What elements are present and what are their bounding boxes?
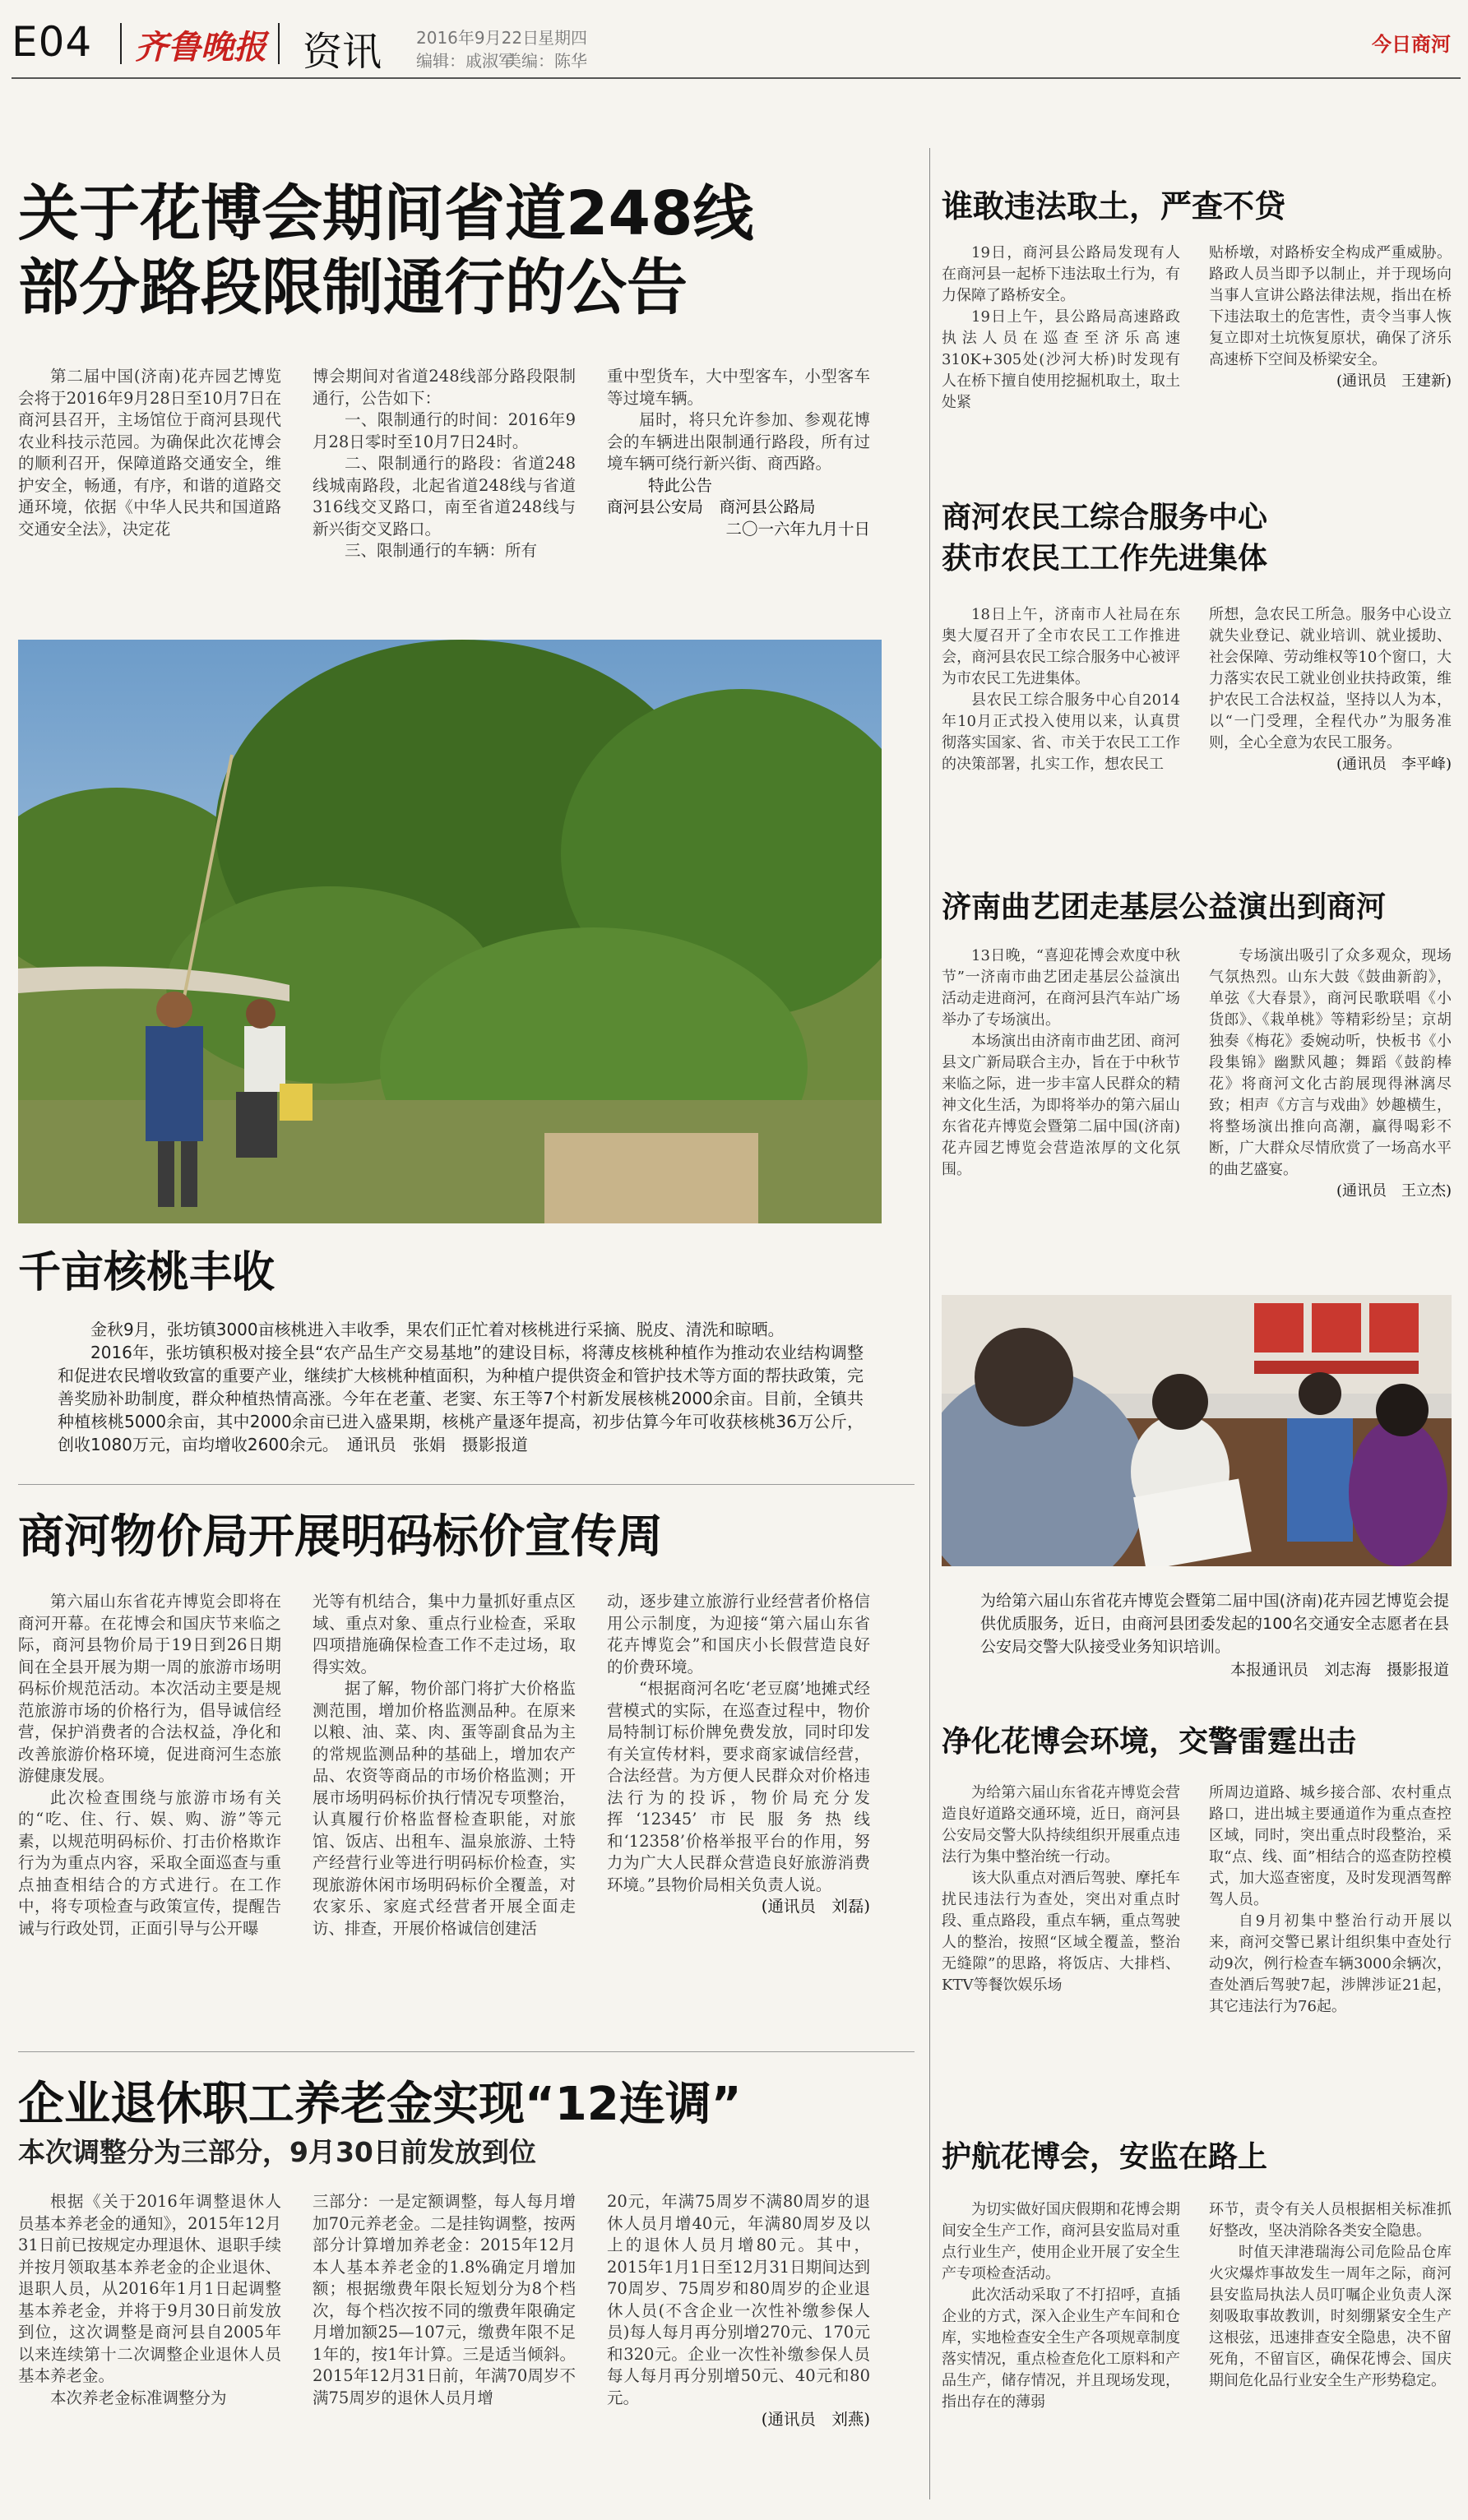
notice-col2: 博会期间对省道248线部分路段限制通行，公告如下： 一、限制通行的时间：2016年9月28日零时至10月7日24时。 二、限制通行的路段：省道248线城南路段，北起省道248线与省道316线交叉路口，南至省道248线与新兴街交叉路口。 三、限制通行的车辆：所有	[313, 367, 576, 560]
editor-credit: 编辑：戚淑军	[416, 51, 515, 71]
soil-credit: (通讯员 王建新)	[1336, 372, 1452, 390]
traffic-police-headline: 净化花博会环境，交警雷霆出击	[942, 1725, 1357, 1759]
traffic-police-col1: 为给第六届山东省花卉博览会营造良好道路交通环境，近日，商河县公安局交警大队持续组织开展重点违法行为集中整治统一行动。 该大队重点对酒后驾驶、摩托车扰民违法行为查处，突出对重点时段、重点路段，重点车辆，重点驾驶人的整治，按照“区域全覆盖，整治无缝隙”的思路，将饭店、大排档、KTV等餐饮娱乐场	[942, 1784, 1180, 1994]
column-divider	[929, 148, 930, 2499]
safety-col2: 环节，责令有关人员根据相关标准抓好整改，坚决消除各类安全隐患。 时值天津港瑞海公司危险品仓库火灾爆炸事故发生一周年之际，商河县安监局执法人员叮嘱企业负责人深刻吸取事故教训，时刻绷紧安全生产这根弦，迅速排查安全隐患，决不留死角，不留盲区，确保花博会、国庆期间危化品行业安全生产形势稳定。	[1209, 2201, 1452, 2389]
notice-headline	[18, 177, 915, 325]
notice-headline-line2: 部分路段限制通行的公告	[18, 252, 688, 323]
soil-col2: 贴桥墩，对路桥安全构成严重威胁。路政人员当即予以制止，并于现场向当事人宣讲公路法律法规，指出在桥下违法取土的危害性，责令当事人恢复立即对土坑恢复原状，确保了济乐高速桥下空间及桥梁安全。 (通讯员 王建新)	[1209, 243, 1452, 392]
issue-date: 2016年9月22日	[416, 28, 540, 48]
pension-col2: 三部分：一是定额调整，每人每月增加70元养老金。二是挂钩调整，按两部分计算增加养老金：2015年12月本人基本养老金的1.8%确定月增加额；根据缴费年限长短划分为8个档次，每个档次按不同的缴费年限确定月增加额25—107元，缴费年限不足1年的，按1年计算。三是适当倾斜。2015年12月31日前，年满70周岁不满75周岁的退休人员月增	[313, 2192, 576, 2407]
designer-credit: 美编：陈华	[505, 51, 587, 71]
walnut-body: 金秋9月，张坊镇3000亩核桃进入丰收季，果农们正忙着对核桃进行采摘、脱皮、清洗和晾晒。 2016年，张坊镇积极对接全县“农产品生产交易基地”的建设目标，将薄皮核桃种植作为推动农业结构调整和促进农民增收致富的重要产业，继续扩大核桃种植面积，为种植户提供资金和管护技术等方面的帮扶政策，完善奖励补助制度，群众种植热情高涨。今年在老董、老窦、东王等7个村新发展核桃2000余亩。目前，全镇共种植核桃5000余亩，其中2000余亩已进入盛果期，核桃产量逐年提高，初步估算今年可收获核桃36万公斤，创收1080万元，亩均增收2600余元。 通讯员 张娟 摄影报道	[58, 1320, 864, 1454]
price-bureau-headline: 商河物价局开展明码标价宣传周	[18, 1510, 663, 1564]
quyi-col1: 13日晚，“喜迎花博会欢度中秋节”一济南市曲艺团走基层公益演出活动走进商河，在商河县汽车站广场举办了专场演出。 本场演出由济南市曲艺团、商河县文广新局联合主办，旨在于中秋节来临之际，进一步丰富人民群众的精神文化生活，为即将举办的第六届山东省花卉博览会暨第二届中国(济南)花卉园艺博览会营造浓厚的文化氛围。	[942, 947, 1180, 1178]
price-bureau-credit: (通讯员 刘磊)	[761, 1897, 870, 1916]
price-bureau-col2: 光等有机结合，集中力量抓好重点区域、重点对象、重点行业检查，采取四项措施确保检查工作不走过场，取得实效。 据了解，物价部门将扩大价格监测范围，增加价格监测品种。在原来以粮、油、菜、肉、蛋等副食品为主的常规监测品种的基础上，增加农产品、农资等商品的市场价格监测；开展市场明码标价执行情况专项整治，认真履行价格监督检查职能，对旅馆、饭店、出租车、温泉旅游、土特产经营行业等进行明码标价检查，实现旅游休闲市场明码标价全覆盖，对农家乐、家庭式经营者开展全面走访、排查，开展价格诚信创建活	[313, 1592, 576, 1938]
pension-headline: 企业退休职工养老金实现“12连调”	[18, 2078, 742, 2131]
masthead-rule	[12, 77, 1461, 79]
pension-subheadline: 本次调整分为三部分，9月30日前发放到位	[18, 2136, 536, 2168]
safety-headline: 护航花博会，安监在路上	[942, 2140, 1268, 2174]
notice-date: 二〇一六年九月十日	[725, 519, 870, 539]
notice-col1: 第二届中国(济南)花卉园艺博览会将于2016年9月28日至10月7日在商河县召开，主场馆位于商河县现代农业科技示范园。为确保此次花博会的顺利召开，保障道路交通安全，维护安全，畅通，有序，和谐的道路交通环境，依据《中华人民共和国道路交通安全法》，决定花	[18, 367, 281, 539]
migrant-center-col2: 所想，急农民工所急。服务中心设立就失业登记、就业培训、就业援助、社会保障、劳动维权等10个窗口，大力落实农民工就业创业扶持政策，维护农民工合法权益，坚持以人为本，以“一门受理，全程代办”为服务准则，全心全意为农民工服务。 (通讯员 李平峰)	[1209, 604, 1452, 775]
price-bureau-col1: 第六届山东省花卉博览会即将在商河开幕。在花博会和国庆节来临之际，商河县物价局于19日到26日期间在全县开展为期一周的旅游市场明码标价规范活动。本次活动主要是规范旅游市场的价格行为，倡导诚信经营，保护消费者的合法权益，净化和改善旅游价格环境，促进商河生态旅游健康发展。 此次检查围绕与旅游市场有关的“吃、住、行、娱、购、游”等元素，以规范明码标价、打击价格欺诈行为为重点内容，采取全面巡查与重点抽查相结合的方式进行。在工作中，将专项检查与政策宣传，提醒告诫与行政处罚，正面引导与公开曝	[18, 1592, 281, 1938]
safety-col1: 为切实做好国庆假期和花博会期间安全生产工作，商河县安监局对重点行业生产，使用企业开展了安全生产专项检查活动。 此次活动采取了不打招呼，直插企业的方式，深入企业生产车间和仓库，实地检查安全生产各项规章制度落实情况，重点检查危化工原料和产品生产，储存情况，并且现场发现，指出存在的薄弱	[942, 2201, 1180, 2411]
soil-col1: 19日，商河县公路局发现有人在商河县一起桥下违法取土行为，有力保障了路桥安全。 19日上午，县公路局高速路政执法人员在巡查至济乐高速310K+305处(沙河大桥)时发现有人在桥下擅自使用挖掘机取土，取土处紧	[942, 244, 1180, 411]
section-rule	[18, 1484, 915, 1485]
pension-credit: (通讯员 刘燕)	[761, 2410, 870, 2429]
pension-col3: 20元，年满75周岁不满80周岁的退休人员月增40元，年满80周岁及以上的退休人员月增80元。其中，2015年1月1日至12月31日期间达到70周岁、75周岁和80周岁的企业退休人员(不含企业一次性补缴参保人员)每人每月再分别增270元、170元和320元。企业一次性补缴参保人员每人每月再分别增50元、40元和80元。 (通讯员 刘燕)	[607, 2191, 870, 2512]
volunteer-photo-credit: 本报通讯员 刘志海 摄影报道	[1230, 1661, 1449, 1679]
section-rule	[18, 2051, 915, 2052]
volunteer-caption: 为给第六届山东省花卉博览会暨第二届中国(济南)花卉园艺博览会提供优质服务，近日，由商河县团委发起的100名交通安全志愿者在县公安局交警大队接受业务知识培训。 本报通讯员 刘志海 摄影报道	[980, 1589, 1449, 1681]
edition-label: 今日商河	[1372, 33, 1451, 56]
quyi-col2: 专场演出吸引了众多观众，现场气氛热烈。山东大鼓《鼓曲新韵》，单弦《大春景》，商河民歌联唱《小货郎》、《栽单桃》等精彩纷呈；京胡独奏《梅花》委婉动听，快板书《小段集锦》幽默风趣；舞蹈《鼓韵棒花》将商河文化古韵展现得淋漓尽致；相声《方言与戏曲》妙趣横生，将整场演出推向高潮，赢得喝彩不断，广大群众尽情欣赏了一场高水平的曲艺盛宴。 (通讯员 王立杰)	[1209, 946, 1452, 1202]
migrant-center-headline: 商河农民工综合服务中心 获市农民工工作先进集体	[942, 501, 1268, 576]
page-number: E04	[12, 18, 93, 66]
quyi-credit: (通讯员 王立杰)	[1336, 1182, 1452, 1200]
walnut-headline: 千亩核桃丰收	[18, 1248, 276, 1297]
soil-headline: 谁敢违法取土，严查不贷	[942, 188, 1286, 224]
migrant-center-credit: (通讯员 李平峰)	[1336, 756, 1452, 773]
volunteer-training-photo	[942, 1295, 1452, 1566]
price-bureau-col3: 动，逐步建立旅游行业经营者价格信用公示制度，为迎接“第六届山东省花卉博览会”和国庆小长假营造良好的价费环境。 “根据商河名吃‘老豆腐’地摊式经营模式的实际，在巡查过程中，物价局特制订标价牌免费发放，同时印发有关宣传材料，要求商家诚信经营，合法经营。为方便人民群众对价格违法行为的投诉，物价局充分发挥‘12345’市民服务热线和‘12358’价格举报平台的作用，努力为广大人民群众营造良好旅游消费环境。”县物价局相关负责人说。 (通讯员 刘磊)	[607, 1591, 870, 2043]
traffic-police-col2: 所周边道路、城乡接合部、农村重点路口，进出城主要通道作为重点查控区域，同时，突出重点时段整治，采取“点、线、面”相结合的巡查防控模式，加大巡查密度，及时发现酒驾醉驾人员。 自9月初集中整治行动开展以来，商河交警已累计组织集中查处行动9次，例行检查车辆3000余辆次，查处酒后驾驶7起，涉牌涉证21起，其它违法行为76起。	[1209, 1784, 1452, 2015]
notice-headline-line1: 关于花博会期间省道248线	[18, 178, 754, 249]
notice-announce: 特此公告	[648, 475, 713, 495]
masthead-divider	[278, 23, 280, 64]
walnut-harvest-photo	[18, 640, 882, 1223]
section-title: 资讯	[303, 29, 382, 75]
quyi-headline: 济南曲艺团走基层公益演出到商河	[942, 890, 1387, 924]
masthead-divider	[120, 23, 122, 64]
newspaper-logo: 齐鲁晚报	[135, 28, 266, 67]
pension-col1: 根据《关于2016年调整退休人员基本养老金的通知》，2015年12月31日前已按规定办理退休、退职手续并按月领取基本养老金的企业退休、退职人员，从2016年1月1日起调整基本养老金，并将于9月30日前发放到位，这次调整是商河县自2005年以来连续第十二次调整企业退休人员基本养老金。 本次养老金标准调整分为	[18, 2192, 281, 2407]
migrant-center-col1: 18日上午，济南市人社局在东奥大厦召开了全市农民工工作推进会，商河县农民工综合服务中心被评为市农民工先进集体。 县农民工综合服务中心自2014年10月正式投入使用以来，认真贯彻落实国家、省、市关于农民工工作的决策部署，扎实工作，想农民工	[942, 606, 1180, 773]
notice-org: 商河县公安局 商河县公路局	[607, 497, 816, 516]
notice-col3: 重中型货车，大中型客车，小型客车等过境车辆。 届时，将只允许参加、参观花博会的车辆进出限制通行路段，所有过境车辆可绕行新兴街、商西路。 特此公告 商河县公安局 商河县公路局 二〇一六年九月十日	[607, 366, 870, 540]
issue-weekday: 星期四	[538, 28, 587, 48]
